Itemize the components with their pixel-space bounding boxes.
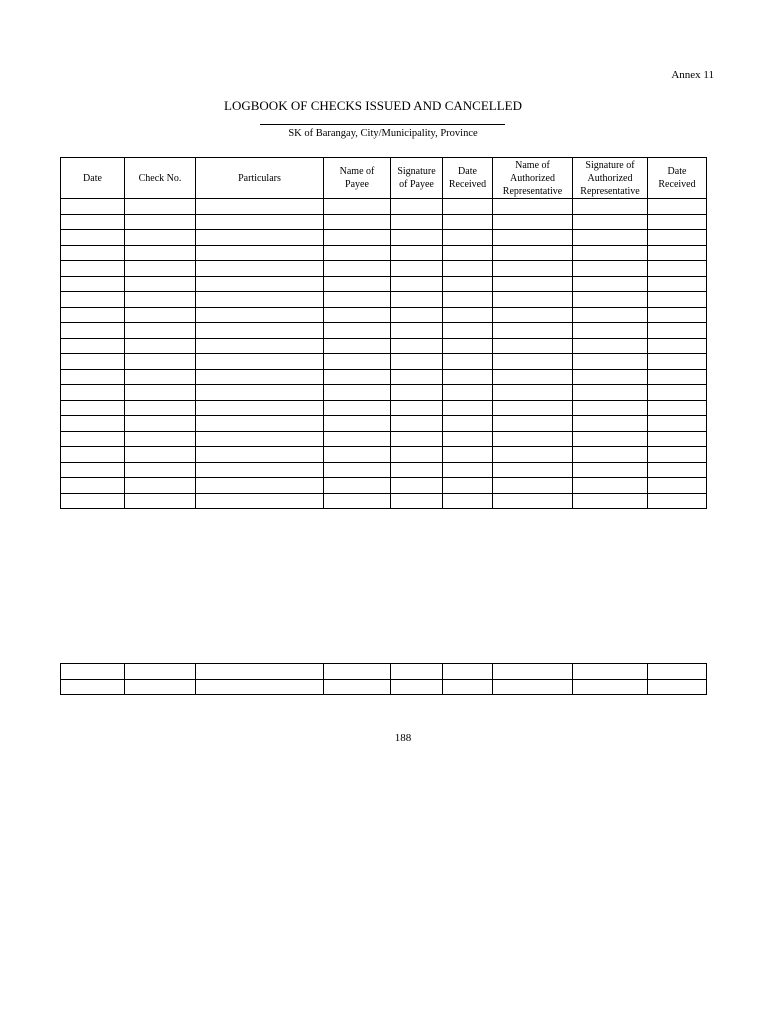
table-cell [196,199,324,215]
table-cell [573,385,648,401]
table-cell [324,323,391,339]
table-cell [648,354,707,370]
table-header-row [61,158,707,199]
table-cell [196,323,324,339]
logbook-table-body [61,199,707,509]
table-cell [648,307,707,323]
table-cell [61,664,125,680]
table-cell [573,478,648,494]
table-cell [125,447,196,463]
table-cell [324,679,391,695]
table-cell [648,447,707,463]
annex-label: Annex 11 [671,69,714,81]
table-cell [443,261,493,277]
table-cell [324,307,391,323]
table-cell [443,462,493,478]
table-cell [196,478,324,494]
table-cell [573,679,648,695]
table-cell [443,679,493,695]
table-cell [391,447,443,463]
table-row [61,431,707,447]
table-cell [125,276,196,292]
table-row [61,664,707,680]
table-cell [573,493,648,509]
table-cell [196,679,324,695]
column-header-signature-of-payee: Signature of Payee [391,158,443,199]
table-cell [125,307,196,323]
table-row [61,323,707,339]
table-cell [443,307,493,323]
table-row [61,261,707,277]
table-cell [493,679,573,695]
table-row [61,462,707,478]
table-cell [61,292,125,308]
table-cell [493,245,573,261]
table-row [61,369,707,385]
table-cell [648,679,707,695]
table-cell [391,493,443,509]
table-cell [493,276,573,292]
table-cell [324,276,391,292]
table-cell [196,416,324,432]
table-row [61,416,707,432]
table-cell [573,416,648,432]
table-cell [443,385,493,401]
table-cell [573,276,648,292]
table-cell [61,679,125,695]
table-cell [443,323,493,339]
table-cell [125,369,196,385]
column-header-date: Date [61,158,125,199]
table-cell [196,230,324,246]
table-cell [324,478,391,494]
table-cell [125,679,196,695]
table-cell [493,416,573,432]
table-cell [324,199,391,215]
table-cell [573,199,648,215]
column-header-date-received: Date Received [443,158,493,199]
table-cell [391,292,443,308]
table-row [61,292,707,308]
table-cell [61,462,125,478]
table-cell [493,230,573,246]
table-cell [443,230,493,246]
table-cell [125,385,196,401]
table-cell [648,276,707,292]
table-cell [125,230,196,246]
table-cell [648,323,707,339]
logbook-table [60,157,707,509]
table-cell [324,338,391,354]
table-cell [391,679,443,695]
table-cell [125,493,196,509]
table-cell [196,400,324,416]
column-header-check-no: Check No. [125,158,196,199]
table-row [61,679,707,695]
table-cell [573,431,648,447]
table-cell [493,354,573,370]
table-cell [573,230,648,246]
table-row [61,447,707,463]
table-cell [391,354,443,370]
table-cell [61,245,125,261]
table-cell [61,230,125,246]
table-cell [391,431,443,447]
table-cell [324,369,391,385]
table-cell [648,400,707,416]
table-cell [61,307,125,323]
table-cell [125,214,196,230]
table-cell [196,354,324,370]
table-cell [324,292,391,308]
table-cell [324,214,391,230]
table-cell [648,369,707,385]
table-cell [648,338,707,354]
table-cell [443,416,493,432]
table-cell [61,385,125,401]
table-cell [196,369,324,385]
table-cell [196,292,324,308]
table-cell [493,323,573,339]
table-cell [573,261,648,277]
table-cell [648,431,707,447]
table-cell [493,369,573,385]
table-cell [443,478,493,494]
table-cell [443,400,493,416]
table-cell [573,400,648,416]
table-row [61,385,707,401]
table-row [61,493,707,509]
table-cell [443,447,493,463]
table-cell [61,431,125,447]
table-cell [196,462,324,478]
table-row [61,338,707,354]
table-cell [61,276,125,292]
table-cell [391,369,443,385]
table-cell [573,307,648,323]
table-row [61,478,707,494]
table-cell [493,338,573,354]
table-cell [324,462,391,478]
table-row [61,400,707,416]
table-cell [573,664,648,680]
column-header-name-of-payee: Name of Payee [324,158,391,199]
table-row [61,199,707,215]
table-cell [125,431,196,447]
table-cell [648,261,707,277]
table-cell [573,323,648,339]
table-cell [443,369,493,385]
table-cell [648,478,707,494]
table-row [61,307,707,323]
table-cell [61,416,125,432]
table-cell [196,245,324,261]
table-cell [443,664,493,680]
page-subtitle: SK of Barangay, City/Municipality, Province [288,128,478,139]
table-cell [443,245,493,261]
table-cell [196,261,324,277]
table-cell [391,664,443,680]
table-cell [324,493,391,509]
table-cell [493,462,573,478]
table-cell [324,261,391,277]
table-cell [125,245,196,261]
table-cell [125,261,196,277]
table-cell [573,462,648,478]
table-cell [648,664,707,680]
table-row [61,230,707,246]
table-cell [443,493,493,509]
table-cell [61,493,125,509]
table-cell [493,493,573,509]
table-cell [443,292,493,308]
table-cell [573,354,648,370]
table-row [61,276,707,292]
table-cell [196,307,324,323]
table-cell [493,664,573,680]
table-cell [493,447,573,463]
table-cell [391,307,443,323]
table-cell [493,400,573,416]
table-cell [648,199,707,215]
table-cell [648,292,707,308]
table-cell [443,431,493,447]
table-cell [443,199,493,215]
table-cell [391,245,443,261]
table-cell [493,214,573,230]
table-row [61,354,707,370]
table-cell [391,400,443,416]
table-cell [493,385,573,401]
table-cell [324,230,391,246]
table-cell [61,400,125,416]
column-header-particulars: Particulars [196,158,324,199]
table-cell [493,307,573,323]
table-cell [391,478,443,494]
table-cell [573,447,648,463]
table-cell [125,323,196,339]
table-cell [648,230,707,246]
table-cell [324,431,391,447]
table-cell [648,416,707,432]
table-cell [493,199,573,215]
table-cell [125,354,196,370]
page-number: 188 [394,732,412,744]
table-cell [125,416,196,432]
table-cell [125,400,196,416]
table-cell [391,338,443,354]
table-cell [324,664,391,680]
table-cell [196,385,324,401]
table-cell [648,462,707,478]
table-cell [391,261,443,277]
table-cell [493,431,573,447]
table-cell [391,230,443,246]
table-cell [391,276,443,292]
logbook-continuation-table [60,663,707,695]
table-cell [61,323,125,339]
table-cell [61,478,125,494]
table-cell [443,276,493,292]
subtitle-underline [260,124,505,125]
table-cell [443,354,493,370]
table-cell [573,369,648,385]
table-cell [196,276,324,292]
table-cell [648,214,707,230]
table-cell [324,416,391,432]
table-cell [391,462,443,478]
table-cell [125,292,196,308]
table-cell [196,431,324,447]
table-cell [493,261,573,277]
table-cell [493,292,573,308]
table-cell [125,478,196,494]
table-cell [573,214,648,230]
column-header-name-of-authorized-representative: Name of Authorized Representative [493,158,573,199]
table-cell [61,214,125,230]
table-cell [324,354,391,370]
table-cell [61,338,125,354]
table-cell [391,323,443,339]
table-cell [61,354,125,370]
table-cell [443,338,493,354]
table-cell [61,447,125,463]
table-cell [573,292,648,308]
table-row [61,245,707,261]
table-cell [391,214,443,230]
table-cell [391,199,443,215]
table-cell [648,385,707,401]
table-cell [125,664,196,680]
column-header-signature-of-authorized-representative: Signature of Authorized Representative [573,158,648,199]
table-cell [61,261,125,277]
page-title: LOGBOOK OF CHECKS ISSUED AND CANCELLED [224,98,522,113]
table-cell [391,416,443,432]
table-cell [61,369,125,385]
table-cell [493,478,573,494]
table-cell [196,447,324,463]
table-cell [125,462,196,478]
table-cell [125,338,196,354]
table-cell [443,214,493,230]
table-cell [196,338,324,354]
logbook-continuation-body [61,664,707,695]
table-cell [573,245,648,261]
table-cell [391,385,443,401]
table-cell [648,493,707,509]
table-cell [196,214,324,230]
table-cell [324,447,391,463]
table-cell [324,385,391,401]
table-cell [61,199,125,215]
table-cell [324,245,391,261]
table-cell [324,400,391,416]
table-cell [648,245,707,261]
table-cell [196,493,324,509]
table-cell [573,338,648,354]
table-cell [125,199,196,215]
table-cell [196,664,324,680]
column-header-date-received-2: Date Received [648,158,707,199]
table-row [61,214,707,230]
